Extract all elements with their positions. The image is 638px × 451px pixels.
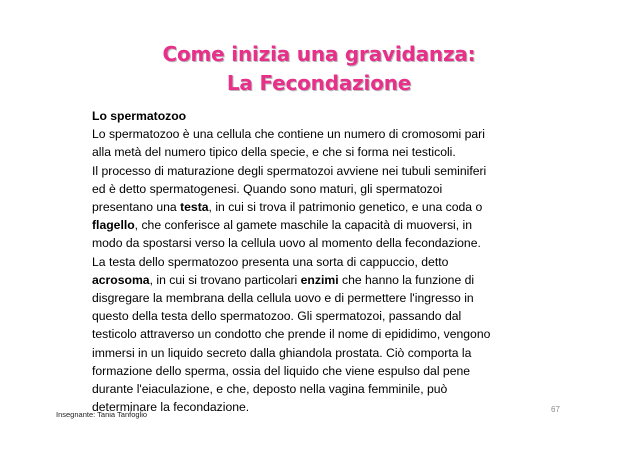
bold-term: acrosoma bbox=[92, 272, 150, 287]
text-line bbox=[92, 325, 554, 343]
text-segment: Il processo di maturazione degli spermatozoi avviene nei tubuli seminiferi bbox=[92, 163, 487, 178]
text-segment: testicolo attraverso un condotto che prende il nome di epididimo, vengono bbox=[92, 327, 491, 342]
title-line-1: Come inizia una gravidanza: bbox=[162, 42, 476, 66]
text-segment: , in cui si trova il patrimonio genetico, e una coda o bbox=[208, 200, 483, 215]
text-line bbox=[92, 380, 554, 398]
text-segment: Lo spermatozoo è una cellula che contiene un numero di cromosomi pari bbox=[92, 127, 485, 142]
section-heading: Lo spermatozoo bbox=[92, 109, 187, 123]
text-line bbox=[92, 307, 554, 325]
text-line bbox=[92, 289, 554, 307]
slide-title bbox=[0, 40, 638, 98]
bold-term: flagello bbox=[92, 218, 135, 233]
text-line bbox=[92, 398, 554, 416]
text-line bbox=[92, 180, 554, 198]
title-line-2: La Fecondazione bbox=[226, 71, 412, 95]
text-line bbox=[92, 362, 554, 380]
text-line bbox=[92, 216, 554, 234]
text-line bbox=[92, 143, 554, 161]
text-segment: questo della testa dello spermatozoo. Gli spermatozoi, passando dal bbox=[92, 309, 462, 324]
paragraph bbox=[92, 125, 554, 416]
text-segment: che hanno la funzione di bbox=[338, 272, 475, 287]
text-line bbox=[92, 198, 554, 216]
text-segment: alla metà del numero tipico della specie, e che si forma nei testicoli. bbox=[92, 145, 456, 160]
footer-teacher: Insegnante: Tania Tanfoglio bbox=[56, 410, 148, 419]
text-segment: ed è detto spermatogenesi. Quando sono maturi, gli spermatozoi bbox=[92, 181, 443, 196]
text-line bbox=[92, 162, 554, 180]
text-segment: , in cui si trovano particolari bbox=[149, 272, 301, 287]
text-line bbox=[92, 125, 554, 143]
text-segment: La testa dello spermatozoo presenta una sorta di cappuccio, detto bbox=[92, 254, 449, 269]
text-line bbox=[92, 344, 554, 362]
text-segment: determinare la fecondazione. bbox=[92, 400, 250, 415]
text-segment: presentano una bbox=[92, 200, 181, 215]
bold-term: testa bbox=[180, 200, 209, 215]
text-segment: formazione dello sperma, ossia del liquido che viene espulso dal pene bbox=[92, 363, 471, 378]
text-segment: disgregare la membrana della cellula uovo e di permettere l'ingresso in bbox=[92, 291, 474, 306]
text-segment: durante l'eiaculazione, e che, deposto nella vagina femminile, può bbox=[92, 382, 448, 397]
body-text bbox=[92, 107, 554, 416]
text-line bbox=[92, 253, 554, 271]
text-segment: immersi in un liquido secreto dalla ghiandola prostata. Ciò comporta la bbox=[92, 345, 472, 360]
page-number: 67 bbox=[551, 405, 560, 414]
text-segment: , che conferisce al gamete maschile la capacità di muoversi, in bbox=[134, 218, 473, 233]
text-line bbox=[92, 271, 554, 289]
text-segment: modo da spostarsi verso la cellula uovo al momento della fecondazione. bbox=[92, 236, 481, 251]
bold-term: enzimi bbox=[300, 272, 339, 287]
text-line bbox=[92, 234, 554, 252]
